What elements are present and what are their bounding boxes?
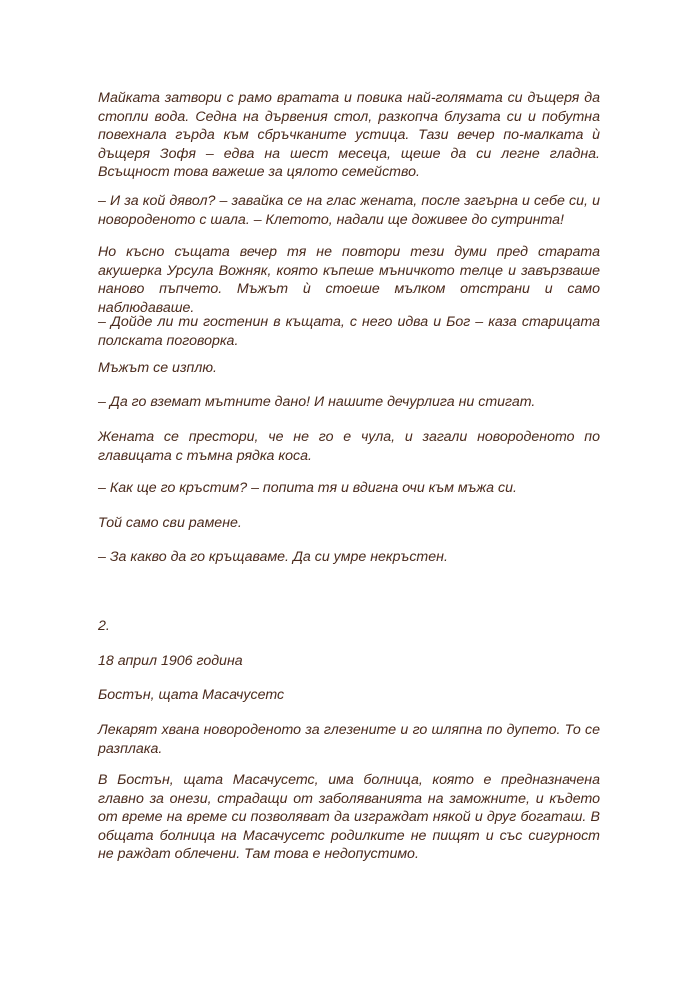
paragraph-wife-exclaims: – И за кой дявол? – завайка се на глас жената, после загърна и себе си, и новороденото с шала. – Клетото, надали ще доживее до сутринта!: [98, 193, 600, 228]
paragraph-shrug: Той само сви рамене.: [98, 515, 242, 531]
paragraph-naming-question: – Как ще го кръстим? – попита тя и вдигна очи към мъжа си.: [98, 480, 517, 496]
paragraph-boston-hospital: В Бостън, щата Масачусетс, има болница, която е предназначена главно за онези, страдащи от заболяванията на заможните, и където от време на време си позволяват да изграждат някой и друг богаташ. В общата болница на Масачусетс родилките не пищят и със сигурност не раждат облечени. Там това е недопустимо.: [98, 772, 600, 862]
chapter-date: 18 април 1906 година: [98, 653, 243, 669]
paragraph-wife-strokes-baby: Жената се престори, че не го е чула, и загали новороденото по главицата с тъмна рядка коса.: [98, 429, 600, 464]
paragraph-old-woman-proverb: – Дойде ли ти гостенин в къщата, с него идва и Бог – каза старицата полската поговорка.: [98, 314, 600, 349]
paragraph-mother-warming-water: Майката затвори с рамо вратата и повика най-голямата си дъщеря да стопли вода. Седна на дървения стол, разкопча блузата си и побутна повехнала гърда към сбръчканите устица. Тази вечер по-малката ѝ дъщеря Зофя – едва на шест месеца, щеше да си легне гладна. Всъщност това важеше за цялото семейство.: [98, 90, 600, 180]
paragraph-man-curses: – Да го вземат мътните дано! И нашите дечурлига ни стигат.: [98, 394, 536, 410]
paragraph-no-baptism: – За какво да го кръщаваме. Да си умре некръстен.: [98, 549, 448, 565]
paragraph-man-spat: Мъжът се изплю.: [98, 360, 217, 376]
paragraph-doctor-newborn: Лекарят хвана новороденото за глезените и го шляпна по дупето. То се разплака.: [98, 722, 600, 757]
chapter-number: 2.: [98, 618, 110, 634]
paragraph-midwife: Но късно същата вечер тя не повтори тези думи пред старата акушерка Урсула Вожняк, която къпеше мъничкото телце и завързваше наново пъпчето. Мъжът ѝ стоеше мълком отстрани и само наблюдаваше.: [98, 244, 600, 316]
chapter-location: Бостън, щата Масачусетс: [98, 687, 285, 703]
